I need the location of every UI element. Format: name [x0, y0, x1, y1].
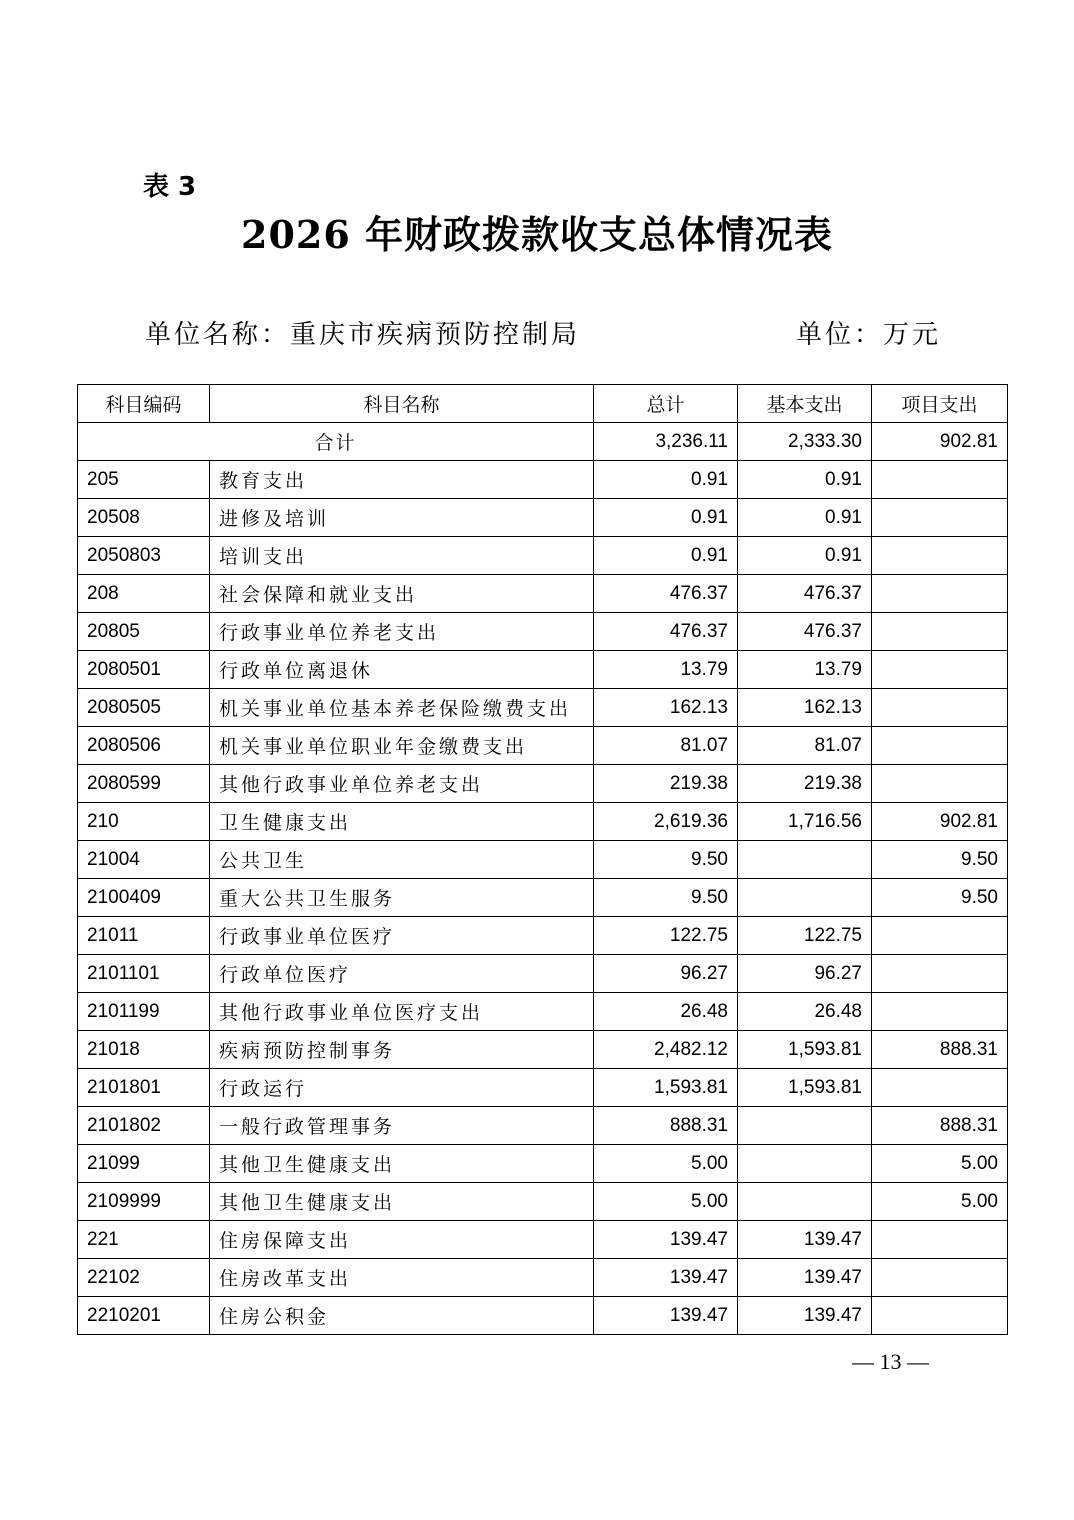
project-cell	[872, 993, 1008, 1031]
project-cell	[872, 765, 1008, 803]
total-cell: 26.48	[594, 993, 738, 1031]
basic-cell: 219.38	[738, 765, 872, 803]
table-row	[78, 1069, 1008, 1107]
unit-measure-label: 单位：万元	[796, 320, 942, 350]
basic-cell: 26.48	[738, 993, 872, 1031]
basic-cell	[738, 1145, 872, 1183]
project-cell	[872, 1221, 1008, 1259]
column-header-basic: 基本支出	[738, 385, 872, 423]
name-cell: 一般行政管理事务	[210, 1107, 594, 1145]
name-cell: 教育支出	[210, 461, 594, 499]
basic-cell	[738, 841, 872, 879]
name-cell: 住房公积金	[210, 1297, 594, 1335]
code-cell: 20508	[78, 499, 210, 537]
total-label: 合计	[78, 423, 594, 461]
table-row	[78, 993, 1008, 1031]
basic-cell	[738, 1107, 872, 1145]
basic-cell	[738, 879, 872, 917]
unit-name-label: 单位名称：重庆市疾病预防控制局	[145, 320, 581, 350]
total-cell: 122.75	[594, 917, 738, 955]
basic-cell: 1,593.81	[738, 1031, 872, 1069]
code-cell: 2050803	[78, 537, 210, 575]
table-row	[78, 879, 1008, 917]
table-row	[78, 1183, 1008, 1221]
total-cell: 96.27	[594, 955, 738, 993]
project-cell	[872, 461, 1008, 499]
code-cell: 2101101	[78, 955, 210, 993]
table-row	[78, 613, 1008, 651]
total-cell: 13.79	[594, 651, 738, 689]
code-cell: 2100409	[78, 879, 210, 917]
table-row	[78, 537, 1008, 575]
project-cell	[872, 917, 1008, 955]
table-row	[78, 575, 1008, 613]
project-cell: 5.00	[872, 1183, 1008, 1221]
table-row	[78, 1259, 1008, 1297]
name-cell: 培训支出	[210, 537, 594, 575]
code-cell: 21011	[78, 917, 210, 955]
total-cell: 9.50	[594, 841, 738, 879]
project-cell	[872, 575, 1008, 613]
code-cell: 221	[78, 1221, 210, 1259]
name-cell: 行政运行	[210, 1069, 594, 1107]
basic-cell: 139.47	[738, 1221, 872, 1259]
page-title: 2026 年财政拨款收支总体情况表	[241, 212, 833, 257]
page-number: — 13 —	[852, 1349, 929, 1374]
total-cell: 81.07	[594, 727, 738, 765]
total-cell: 0.91	[594, 537, 738, 575]
table-row	[78, 1107, 1008, 1145]
table-row	[78, 765, 1008, 803]
basic-cell: 139.47	[738, 1259, 872, 1297]
name-cell: 行政事业单位养老支出	[210, 613, 594, 651]
code-cell: 2101801	[78, 1069, 210, 1107]
table-row	[78, 803, 1008, 841]
code-cell: 20805	[78, 613, 210, 651]
basic-cell: 476.37	[738, 575, 872, 613]
project-cell: 902.81	[872, 803, 1008, 841]
name-cell: 进修及培训	[210, 499, 594, 537]
code-cell: 21018	[78, 1031, 210, 1069]
name-cell: 行政事业单位医疗	[210, 917, 594, 955]
project-cell: 888.31	[872, 1107, 1008, 1145]
basic-cell: 122.75	[738, 917, 872, 955]
basic-cell: 1,716.56	[738, 803, 872, 841]
table-row	[78, 841, 1008, 879]
name-cell: 卫生健康支出	[210, 803, 594, 841]
total-cell: 0.91	[594, 461, 738, 499]
project-cell: 5.00	[872, 1145, 1008, 1183]
basic-cell: 139.47	[738, 1297, 872, 1335]
code-cell: 21004	[78, 841, 210, 879]
code-cell: 2101199	[78, 993, 210, 1031]
code-cell: 2080505	[78, 689, 210, 727]
total-cell: 476.37	[594, 613, 738, 651]
total-cell: 139.47	[594, 1259, 738, 1297]
name-cell: 机关事业单位职业年金缴费支出	[210, 727, 594, 765]
project-cell	[872, 727, 1008, 765]
project-cell	[872, 613, 1008, 651]
total-cell: 5.00	[594, 1145, 738, 1183]
name-cell: 疾病预防控制事务	[210, 1031, 594, 1069]
column-header-total: 总计	[594, 385, 738, 423]
name-cell: 重大公共卫生服务	[210, 879, 594, 917]
basic-cell: 0.91	[738, 537, 872, 575]
column-header-name: 科目名称	[210, 385, 594, 423]
table-row	[78, 1031, 1008, 1069]
project-cell: 9.50	[872, 879, 1008, 917]
total-cell: 139.47	[594, 1221, 738, 1259]
total-cell: 9.50	[594, 879, 738, 917]
table-row	[78, 651, 1008, 689]
project-cell	[872, 537, 1008, 575]
code-cell: 2210201	[78, 1297, 210, 1335]
name-cell: 其他行政事业单位医疗支出	[210, 993, 594, 1031]
total-cell: 0.91	[594, 499, 738, 537]
project-cell	[872, 1069, 1008, 1107]
name-cell: 公共卫生	[210, 841, 594, 879]
total-basic-cell: 2,333.30	[738, 423, 872, 461]
code-cell: 210	[78, 803, 210, 841]
table-header-row	[78, 385, 1008, 423]
code-cell: 205	[78, 461, 210, 499]
total-cell: 1,593.81	[594, 1069, 738, 1107]
budget-table	[77, 384, 1008, 1335]
table-row	[78, 955, 1008, 993]
name-cell: 住房改革支出	[210, 1259, 594, 1297]
code-cell: 2080506	[78, 727, 210, 765]
total-cell: 162.13	[594, 689, 738, 727]
name-cell: 其他卫生健康支出	[210, 1145, 594, 1183]
project-cell	[872, 955, 1008, 993]
name-cell: 行政单位离退休	[210, 651, 594, 689]
code-cell: 22102	[78, 1259, 210, 1297]
code-cell: 208	[78, 575, 210, 613]
name-cell: 其他卫生健康支出	[210, 1183, 594, 1221]
basic-cell: 13.79	[738, 651, 872, 689]
total-cell: 2,619.36	[594, 803, 738, 841]
code-cell: 2101802	[78, 1107, 210, 1145]
total-total-cell: 3,236.11	[594, 423, 738, 461]
code-cell: 2109999	[78, 1183, 210, 1221]
table-row	[78, 689, 1008, 727]
name-cell: 其他行政事业单位养老支出	[210, 765, 594, 803]
name-cell: 住房保障支出	[210, 1221, 594, 1259]
code-cell: 21099	[78, 1145, 210, 1183]
column-header-code: 科目编码	[78, 385, 210, 423]
basic-cell	[738, 1183, 872, 1221]
project-cell	[872, 1297, 1008, 1335]
total-cell: 5.00	[594, 1183, 738, 1221]
project-cell	[872, 689, 1008, 727]
total-cell: 219.38	[594, 765, 738, 803]
table-row	[78, 1297, 1008, 1335]
project-cell	[872, 499, 1008, 537]
basic-cell: 162.13	[738, 689, 872, 727]
basic-cell: 476.37	[738, 613, 872, 651]
table-row	[78, 461, 1008, 499]
code-cell: 2080599	[78, 765, 210, 803]
name-cell: 机关事业单位基本养老保险缴费支出	[210, 689, 594, 727]
project-cell	[872, 651, 1008, 689]
table-row	[78, 499, 1008, 537]
name-cell: 行政单位医疗	[210, 955, 594, 993]
total-cell: 2,482.12	[594, 1031, 738, 1069]
total-row	[78, 423, 1008, 461]
table-row	[78, 1221, 1008, 1259]
code-cell: 2080501	[78, 651, 210, 689]
project-cell: 9.50	[872, 841, 1008, 879]
basic-cell: 0.91	[738, 499, 872, 537]
table-row	[78, 917, 1008, 955]
table-label: 表 3	[143, 172, 197, 202]
basic-cell: 81.07	[738, 727, 872, 765]
total-cell: 476.37	[594, 575, 738, 613]
basic-cell: 0.91	[738, 461, 872, 499]
basic-cell: 96.27	[738, 955, 872, 993]
project-cell: 888.31	[872, 1031, 1008, 1069]
total-cell: 888.31	[594, 1107, 738, 1145]
table-row	[78, 1145, 1008, 1183]
basic-cell: 1,593.81	[738, 1069, 872, 1107]
total-cell: 139.47	[594, 1297, 738, 1335]
column-header-project: 项目支出	[872, 385, 1008, 423]
project-cell	[872, 1259, 1008, 1297]
table-row	[78, 727, 1008, 765]
name-cell: 社会保障和就业支出	[210, 575, 594, 613]
total-project-cell: 902.81	[872, 423, 1008, 461]
